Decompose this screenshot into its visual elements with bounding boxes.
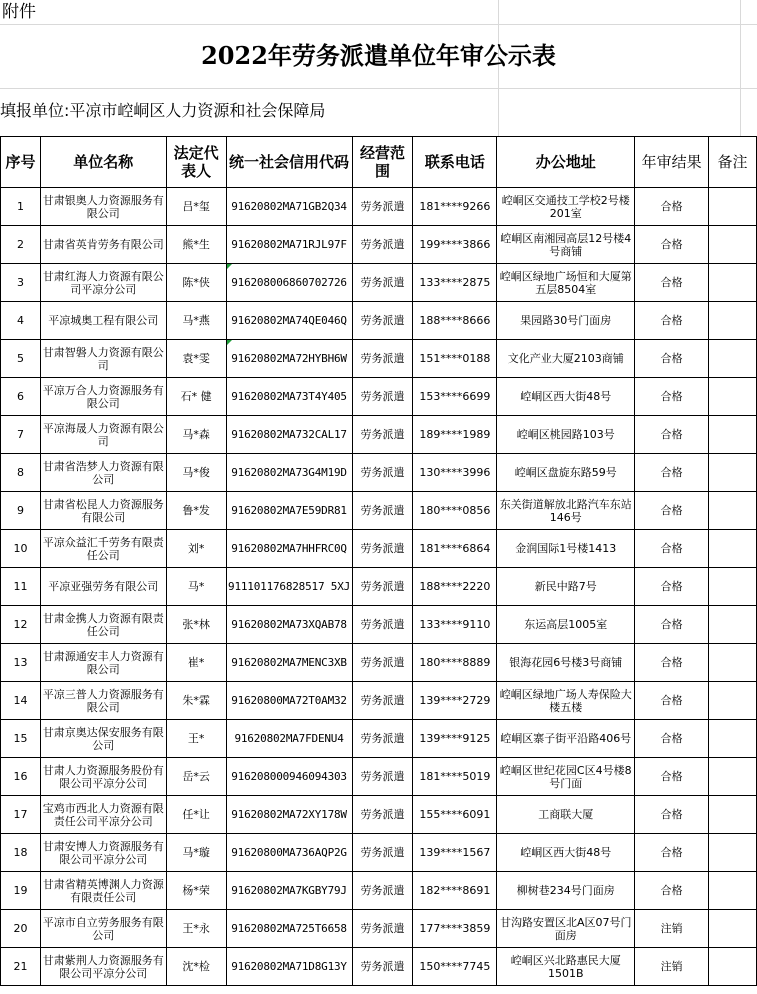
page-title: 2022年劳务派遣单位年审公示表 (201, 41, 556, 70)
cell-credit-code: 91620802MA71D8G13Y (226, 948, 352, 986)
cell-unit-name: 甘肃省松昆人力资源服务有限公司 (40, 492, 166, 530)
attachment-label: 附件 (2, 2, 36, 22)
cell-note (709, 530, 757, 568)
cell-no: 9 (1, 492, 41, 530)
cell-result: 合格 (635, 644, 709, 682)
cell-note (709, 758, 757, 796)
cell-no: 15 (1, 720, 41, 758)
cell-legal-rep: 朱*霖 (166, 682, 226, 720)
table-row (1, 720, 757, 758)
cell-credit-code: 91620802MA74QE046Q (226, 302, 352, 340)
cell-legal-rep: 熊*生 (166, 226, 226, 264)
cell-scope: 劳务派遣 (352, 416, 413, 454)
cell-note (709, 720, 757, 758)
cell-legal-rep: 岳*云 (166, 758, 226, 796)
cell-phone: 151****0188 (413, 340, 497, 378)
cell-address: 崆峒区交通技工学校2号楼201室 (497, 188, 635, 226)
cell-result: 合格 (635, 758, 709, 796)
cell-scope: 劳务派遣 (352, 682, 413, 720)
cell-phone: 188****8666 (413, 302, 497, 340)
cell-credit-code: 91620800MA736AQP2G (226, 834, 352, 872)
table-row (1, 378, 757, 416)
cell-credit-code: 91620800MA72T0AM32 (226, 682, 352, 720)
table-row (1, 834, 757, 872)
cell-phone: 181****5019 (413, 758, 497, 796)
cell-note (709, 910, 757, 948)
cell-result: 合格 (635, 454, 709, 492)
cell-address: 崆峒区世纪花园C区4号楼8号门面 (497, 758, 635, 796)
cell-legal-rep: 鲁*发 (166, 492, 226, 530)
table-row (1, 606, 757, 644)
cell-legal-rep: 马* (166, 568, 226, 606)
header-phone: 联系电话 (413, 137, 497, 188)
cell-unit-name: 甘肃智磐人力资源有限公司 (40, 340, 166, 378)
cell-phone: 181****6864 (413, 530, 497, 568)
cell-credit-code: 91620802MA73T4Y405 (226, 378, 352, 416)
table-row (1, 340, 757, 378)
cell-note (709, 796, 757, 834)
cell-address: 金润国际1号楼1413 (497, 530, 635, 568)
cell-phone: 139****1567 (413, 834, 497, 872)
cell-phone: 180****8889 (413, 644, 497, 682)
cell-note (709, 682, 757, 720)
table-row (1, 188, 757, 226)
cell-legal-rep: 马*俊 (166, 454, 226, 492)
cell-legal-rep: 马*燕 (166, 302, 226, 340)
cell-unit-name: 甘肃人力资源服务股份有限公司平凉分公司 (40, 758, 166, 796)
cell-unit-name: 宝鸡市西北人力资源有限责任公司平凉分公司 (40, 796, 166, 834)
cell-note (709, 644, 757, 682)
cell-address: 新民中路7号 (497, 568, 635, 606)
cell-result: 合格 (635, 226, 709, 264)
cell-scope: 劳务派遣 (352, 796, 413, 834)
cell-result: 注销 (635, 910, 709, 948)
table-row (1, 492, 757, 530)
cell-credit-code: 91620802MA7E59DR81 (226, 492, 352, 530)
cell-result: 合格 (635, 796, 709, 834)
cell-no: 19 (1, 872, 41, 910)
header-result: 年审结果 (635, 137, 709, 188)
cell-phone: 155****6091 (413, 796, 497, 834)
cell-address: 东运高层1005室 (497, 606, 635, 644)
cell-credit-code: 91620802MA7MENC3XB (226, 644, 352, 682)
cell-phone: 133****9110 (413, 606, 497, 644)
cell-scope: 劳务派遣 (352, 340, 413, 378)
cell-scope: 劳务派遣 (352, 948, 413, 986)
cell-no: 3 (1, 264, 41, 302)
cell-address: 崆峒区桃园路103号 (497, 416, 635, 454)
cell-result: 合格 (635, 530, 709, 568)
cell-address: 崆峒区南湘园高层12号楼4号商铺 (497, 226, 635, 264)
cell-phone: 150****7745 (413, 948, 497, 986)
cell-no: 1 (1, 188, 41, 226)
table-row (1, 530, 757, 568)
cell-credit-code: 91620802MA73G4M19D (226, 454, 352, 492)
cell-unit-name: 平凉海晟人力资源有限公司 (40, 416, 166, 454)
cell-no: 5 (1, 340, 41, 378)
cell-phone: 199****3866 (413, 226, 497, 264)
cell-note (709, 454, 757, 492)
cell-note (709, 492, 757, 530)
table-row (1, 644, 757, 682)
cell-credit-code: 911101176828517 5XJ (226, 568, 352, 606)
cell-address: 崆峒区绿地广场人寿保险大楼五楼 (497, 682, 635, 720)
header-addr: 办公地址 (497, 137, 635, 188)
cell-no: 13 (1, 644, 41, 682)
annual-review-table (0, 136, 757, 986)
cell-address: 柳树巷234号门面房 (497, 872, 635, 910)
cell-scope: 劳务派遣 (352, 226, 413, 264)
cell-address: 崆峒区兴北路惠民大厦1501B (497, 948, 635, 986)
cell-result: 合格 (635, 416, 709, 454)
cell-legal-rep: 沈*检 (166, 948, 226, 986)
cell-credit-code: 91620802MA7HHFRC0Q (226, 530, 352, 568)
cell-no: 11 (1, 568, 41, 606)
sheet-gridline (0, 88, 757, 89)
cell-address: 果园路30号门面房 (497, 302, 635, 340)
cell-credit-code: 91620802MA7KGBY79J (226, 872, 352, 910)
header-row (1, 137, 757, 188)
cell-no: 20 (1, 910, 41, 948)
cell-result: 合格 (635, 492, 709, 530)
cell-legal-rep: 任*让 (166, 796, 226, 834)
cell-scope: 劳务派遣 (352, 720, 413, 758)
cell-unit-name: 甘肃金携人力资源有限责任公司 (40, 606, 166, 644)
table-row (1, 758, 757, 796)
cell-note (709, 872, 757, 910)
cell-note (709, 378, 757, 416)
cell-scope: 劳务派遣 (352, 530, 413, 568)
cell-no: 17 (1, 796, 41, 834)
table-row (1, 416, 757, 454)
cell-legal-rep: 马*森 (166, 416, 226, 454)
cell-no: 6 (1, 378, 41, 416)
cell-note (709, 568, 757, 606)
cell-address: 东关街道解放北路汽车东站146号 (497, 492, 635, 530)
cell-phone: 130****3996 (413, 454, 497, 492)
cell-no: 2 (1, 226, 41, 264)
reporting-unit: 填报单位:平凉市崆峒区人力资源和社会保障局 (0, 101, 326, 120)
cell-phone: 180****0856 (413, 492, 497, 530)
cell-note (709, 948, 757, 986)
cell-scope: 劳务派遣 (352, 302, 413, 340)
cell-unit-name: 甘肃银奥人力资源服务有限公司 (40, 188, 166, 226)
cell-credit-code: 91620802MA732CAL17 (226, 416, 352, 454)
cell-no: 16 (1, 758, 41, 796)
cell-address: 崆峒区西大街48号 (497, 378, 635, 416)
cell-legal-rep: 崔* (166, 644, 226, 682)
cell-unit-name: 平凉万合人力资源服务有限公司 (40, 378, 166, 416)
cell-unit-name: 甘肃省英肯劳务有限公司 (40, 226, 166, 264)
cell-note (709, 264, 757, 302)
cell-legal-rep: 张*林 (166, 606, 226, 644)
cell-legal-rep: 石* 健 (166, 378, 226, 416)
header-rep: 法定代表人 (166, 137, 226, 188)
cell-legal-rep: 马*璇 (166, 834, 226, 872)
cell-note (709, 302, 757, 340)
cell-result: 合格 (635, 264, 709, 302)
cell-legal-rep: 袁*雯 (166, 340, 226, 378)
cell-unit-name: 甘肃源通安丰人力资源有限公司 (40, 644, 166, 682)
table-row (1, 796, 757, 834)
header-code: 统一社会信用代码 (226, 137, 352, 188)
cell-no: 7 (1, 416, 41, 454)
cell-result: 合格 (635, 872, 709, 910)
header-no: 序号 (1, 137, 41, 188)
cell-scope: 劳务派遣 (352, 568, 413, 606)
cell-scope: 劳务派遣 (352, 834, 413, 872)
cell-credit-code: 91620802MA7FDENU4 (226, 720, 352, 758)
header-name: 单位名称 (40, 137, 166, 188)
cell-no: 12 (1, 606, 41, 644)
cell-phone: 139****9125 (413, 720, 497, 758)
cell-phone: 153****6699 (413, 378, 497, 416)
cell-phone: 177****3859 (413, 910, 497, 948)
header-scope: 经营范围 (352, 137, 413, 188)
cell-unit-name: 甘肃紫荆人力资源服务有限公司平凉分公司 (40, 948, 166, 986)
cell-unit-name: 甘肃安博人力资源服务有限公司平凉分公司 (40, 834, 166, 872)
cell-phone: 133****2875 (413, 264, 497, 302)
cell-scope: 劳务派遣 (352, 264, 413, 302)
cell-legal-rep: 王* (166, 720, 226, 758)
cell-unit-name: 平凉市自立劳务服务有限公司 (40, 910, 166, 948)
cell-credit-code: 91620802MA72XY178W (226, 796, 352, 834)
cell-unit-name: 甘肃省精英博渊人力资源有限责任公司 (40, 872, 166, 910)
cell-credit-code: 91620802MA71GB2Q34 (226, 188, 352, 226)
table-row (1, 454, 757, 492)
cell-address: 崆峒区西大街48号 (497, 834, 635, 872)
cell-credit-code: 916208006860702726 (226, 264, 352, 302)
cell-scope: 劳务派遣 (352, 378, 413, 416)
cell-unit-name: 平凉众益汇千劳务有限责任公司 (40, 530, 166, 568)
cell-result: 合格 (635, 606, 709, 644)
cell-scope: 劳务派遣 (352, 644, 413, 682)
cell-legal-rep: 杨*荣 (166, 872, 226, 910)
cell-no: 21 (1, 948, 41, 986)
cell-note (709, 188, 757, 226)
cell-credit-code: 91620802MA71RJL97F (226, 226, 352, 264)
cell-credit-code: 91620802MA725T6658 (226, 910, 352, 948)
cell-phone: 182****8691 (413, 872, 497, 910)
cell-result: 合格 (635, 568, 709, 606)
cell-unit-name: 甘肃省浩梦人力资源有限公司 (40, 454, 166, 492)
cell-legal-rep: 刘* (166, 530, 226, 568)
cell-unit-name: 甘肃红海人力资源有限公司平凉分公司 (40, 264, 166, 302)
table-row (1, 302, 757, 340)
cell-result: 合格 (635, 682, 709, 720)
cell-no: 18 (1, 834, 41, 872)
cell-phone: 188****2220 (413, 568, 497, 606)
cell-address: 银海花园6号楼3号商铺 (497, 644, 635, 682)
cell-scope: 劳务派遣 (352, 454, 413, 492)
table-row (1, 910, 757, 948)
cell-note (709, 340, 757, 378)
cell-unit-name: 平凉城奥工程有限公司 (40, 302, 166, 340)
cell-unit-name: 平凉亚强劳务有限公司 (40, 568, 166, 606)
cell-address: 工商联大厦 (497, 796, 635, 834)
cell-scope: 劳务派遣 (352, 872, 413, 910)
table-row (1, 872, 757, 910)
cell-note (709, 606, 757, 644)
cell-credit-code: 91620802MA73XQAB78 (226, 606, 352, 644)
cell-result: 合格 (635, 188, 709, 226)
cell-scope: 劳务派遣 (352, 910, 413, 948)
cell-scope: 劳务派遣 (352, 606, 413, 644)
cell-scope: 劳务派遣 (352, 188, 413, 226)
cell-address: 崆峒区绿地广场恒和大厦第五层8504室 (497, 264, 635, 302)
cell-phone: 181****9266 (413, 188, 497, 226)
table-row (1, 682, 757, 720)
cell-address: 崆峒区盘旋东路59号 (497, 454, 635, 492)
cell-result: 合格 (635, 720, 709, 758)
cell-no: 14 (1, 682, 41, 720)
cell-address: 甘沟路安置区北A区07号门面房 (497, 910, 635, 948)
cell-result: 合格 (635, 340, 709, 378)
table-row (1, 226, 757, 264)
cell-address: 崆峒区寨子街平沿路406号 (497, 720, 635, 758)
cell-no: 8 (1, 454, 41, 492)
cell-unit-name: 甘肃京奥达保安服务有限公司 (40, 720, 166, 758)
cell-legal-rep: 陈*侠 (166, 264, 226, 302)
table-body (1, 188, 757, 986)
cell-note (709, 226, 757, 264)
cell-credit-code: 91620802MA72HYBH6W (226, 340, 352, 378)
cell-legal-rep: 吕*玺 (166, 188, 226, 226)
cell-note (709, 416, 757, 454)
cell-result: 注销 (635, 948, 709, 986)
cell-no: 10 (1, 530, 41, 568)
cell-address: 文化产业大厦2103商铺 (497, 340, 635, 378)
header-note: 备注 (709, 137, 757, 188)
cell-no: 4 (1, 302, 41, 340)
sheet-gridline (0, 24, 757, 25)
cell-result: 合格 (635, 378, 709, 416)
cell-phone: 189****1989 (413, 416, 497, 454)
cell-credit-code: 916208000946094303 (226, 758, 352, 796)
cell-phone: 139****2729 (413, 682, 497, 720)
table-row (1, 948, 757, 986)
cell-legal-rep: 王*永 (166, 910, 226, 948)
table-row (1, 568, 757, 606)
cell-result: 合格 (635, 834, 709, 872)
cell-scope: 劳务派遣 (352, 758, 413, 796)
cell-note (709, 834, 757, 872)
table-row (1, 264, 757, 302)
cell-scope: 劳务派遣 (352, 492, 413, 530)
cell-result: 合格 (635, 302, 709, 340)
cell-unit-name: 平凉三普人力资源服务有限公司 (40, 682, 166, 720)
